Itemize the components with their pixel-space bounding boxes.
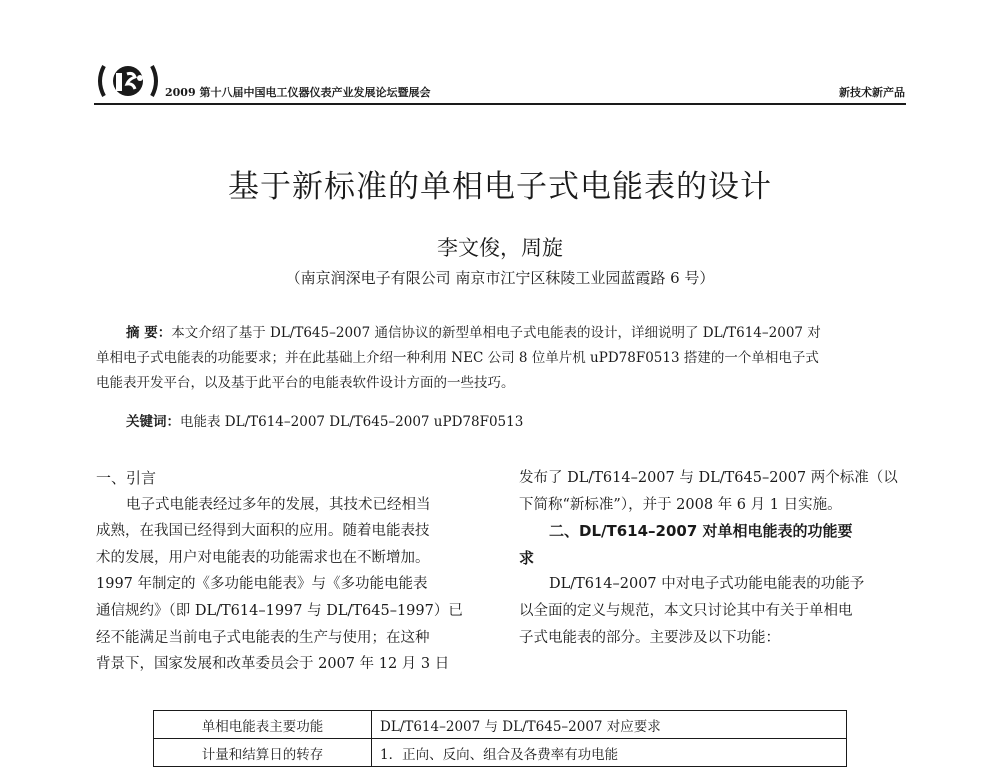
table-cell: 计量和结算日的转存 (154, 739, 372, 767)
abstract-text: 本文介绍了基于 DL/T645–2007 通信协议的新型单相电子式电能表的设计，详细说明了 DL/T614–2007 对 (171, 325, 821, 341)
paper-authors: 李文俊，周旋 (437, 236, 563, 260)
abstract (96, 321, 906, 396)
body-line: 经不能满足当前电子式电能表的生产与使用；在这种 (96, 629, 430, 646)
table-header-row (154, 711, 847, 739)
body-line: 下简称“新标准”），并于 2008 年 6 月 1 日实施。 (519, 496, 842, 513)
section-header: 新技术新产品 (839, 86, 905, 99)
keywords (126, 410, 523, 430)
function-table (153, 710, 847, 767)
table-row (154, 739, 847, 767)
table-cell: 1．正向、反向、组合及各费率有功电能 (372, 739, 847, 767)
paper-title: 基于新标准的单相电子式电能表的设计 (228, 169, 772, 205)
header-rule (94, 103, 906, 105)
body-line: 发布了 DL/T614–2007 与 DL/T645–2007 两个标准（以 (519, 470, 898, 486)
body-line: 背景下，国家发展和改革委员会于 2007 年 12 月 3 日 (96, 656, 450, 673)
body-line: 术的发展，用户对电能表的功能需求也在不断增加。 (96, 549, 430, 566)
abstract-line (96, 321, 906, 346)
section-heading-requirements: 二、DL/T614–2007 对单相电能表的功能要 (549, 522, 853, 541)
body-line: 电子式电能表经过多年的发展，其技术已经相当 (126, 496, 431, 513)
left-column (96, 465, 488, 678)
body-line: 1997 年制定的《多功能电能表》与《多功能电能表 (96, 576, 428, 593)
keywords-text: 电能表 DL/T614–2007 DL/T645–2007 uPD78F0513 (180, 414, 524, 430)
abstract-line: 单相电子式电能表的功能要求；并在此基础上介绍一种利用 NEC 公司 8 位单片机 uPD78F0513 搭建的一个单相电子式 (96, 350, 819, 366)
body-line: DL/T614–2007 中对电子式功能电能表的功能予 (549, 576, 865, 593)
right-column (519, 465, 907, 651)
section-heading-requirements-cont: 求 (519, 548, 535, 567)
abstract-line: 电能表开发平台，以及基于此平台的电能表软件设计方面的一些技巧。 (96, 375, 515, 391)
body-line: 成熟，在我国已经得到大面积的应用。随着电能表技 (96, 523, 430, 540)
table-header-cell: DL/T614–2007 与 DL/T645–2007 对应要求 (372, 711, 847, 739)
section-heading-intro: 一、引言 (96, 469, 157, 487)
body-line: 通信规约》（即 DL/T614–1997 与 DL/T645–1997）已 (96, 602, 463, 619)
table-header-cell: 单相电能表主要功能 (154, 711, 372, 739)
keywords-label: 关键词： (126, 414, 180, 430)
conference-header: 2009 第十八届中国电工仪器仪表产业发展论坛暨展会 (165, 86, 431, 99)
conference-logo (94, 62, 162, 100)
body-line: 子式电能表的部分。主要涉及以下功能： (519, 629, 780, 646)
abstract-label: 摘 要： (126, 325, 172, 341)
body-line: 以全面的定义与规范，本文只讨论其中有关于单相电 (519, 602, 853, 619)
paper-affiliation: （南京润深电子有限公司 南京市江宁区秣陵工业园蓝霞路 6 号） (285, 269, 715, 287)
